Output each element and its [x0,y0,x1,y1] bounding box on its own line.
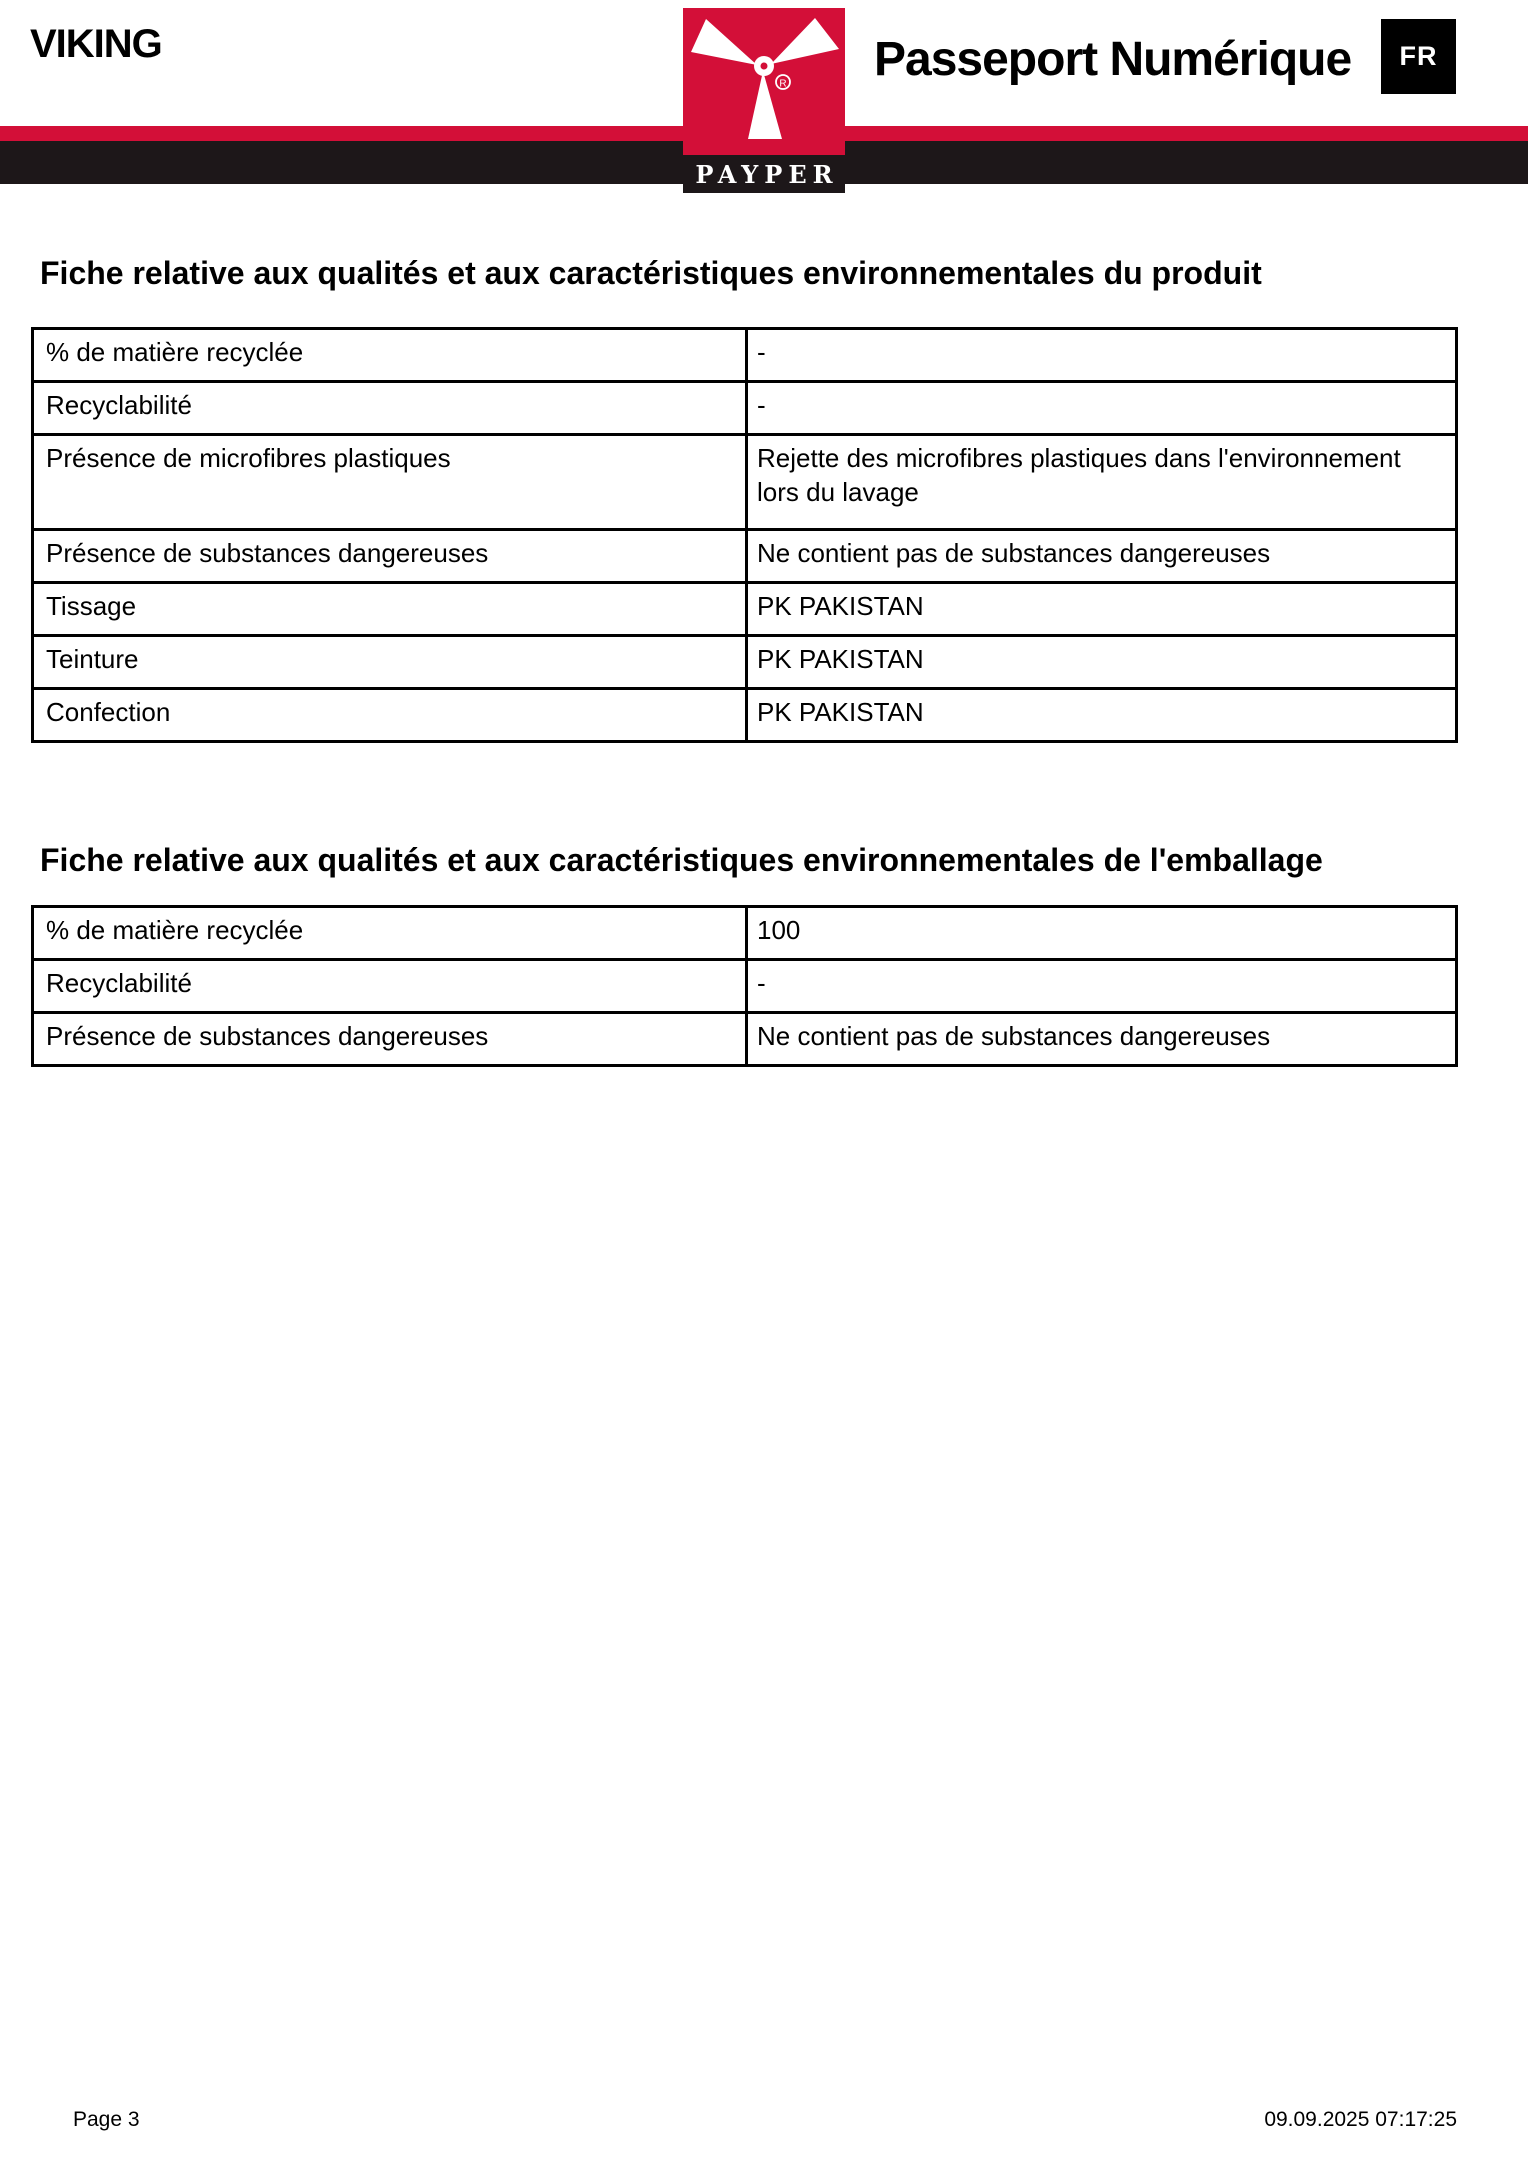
row-value: PK PAKISTAN [747,583,1457,636]
packaging-environment-table [31,905,1458,1067]
row-value: - [747,329,1457,382]
footer-timestamp: 09.09.2025 07:17:25 [1264,2108,1457,2131]
row-label: Recyclabilité [33,960,747,1013]
table-row [33,329,1457,382]
row-value: Ne contient pas de substances dangereuses [747,530,1457,583]
page-title: Passeport Numérique [874,33,1352,86]
row-label: Recyclabilité [33,382,747,435]
table-row [33,907,1457,960]
table-row [33,960,1457,1013]
row-value: PK PAKISTAN [747,689,1457,742]
row-value: Ne contient pas de substances dangereuses [747,1013,1457,1066]
product-environment-table [31,327,1458,743]
table-row [33,530,1457,583]
footer-page-number: Page 3 [73,2108,140,2131]
svg-text:R: R [779,78,787,90]
row-value: Rejette des microfibres plastiques dans l'environnement lors du lavage [747,435,1457,530]
row-label: Présence de microfibres plastiques [33,435,747,530]
row-label: % de matière recyclée [33,907,747,960]
row-value: PK PAKISTAN [747,636,1457,689]
language-badge: FR [1381,19,1456,94]
table-row [33,1013,1457,1066]
row-value: - [747,382,1457,435]
row-label: Confection [33,689,747,742]
payper-windmill-icon [683,8,845,155]
table-row [33,636,1457,689]
row-label: Tissage [33,583,747,636]
row-label: Présence de substances dangereuses [33,530,747,583]
row-label: % de matière recyclée [33,329,747,382]
payper-wordmark: PAYPER [683,155,845,193]
section-title-packaging: Fiche relative aux qualités et aux caractéristiques environnementales de l'emballage [40,842,1323,878]
registered-trademark-icon [776,75,790,90]
table-row [33,435,1457,530]
row-value: 100 [747,907,1457,960]
row-label: Présence de substances dangereuses [33,1013,747,1066]
table-row [33,382,1457,435]
payper-logo [683,8,845,193]
row-label: Teinture [33,636,747,689]
product-name-title: VIKING [30,22,162,66]
row-value: - [747,960,1457,1013]
table-row [33,583,1457,636]
section-title-product: Fiche relative aux qualités et aux caractéristiques environnementales du produit [40,255,1262,291]
table-row [33,689,1457,742]
